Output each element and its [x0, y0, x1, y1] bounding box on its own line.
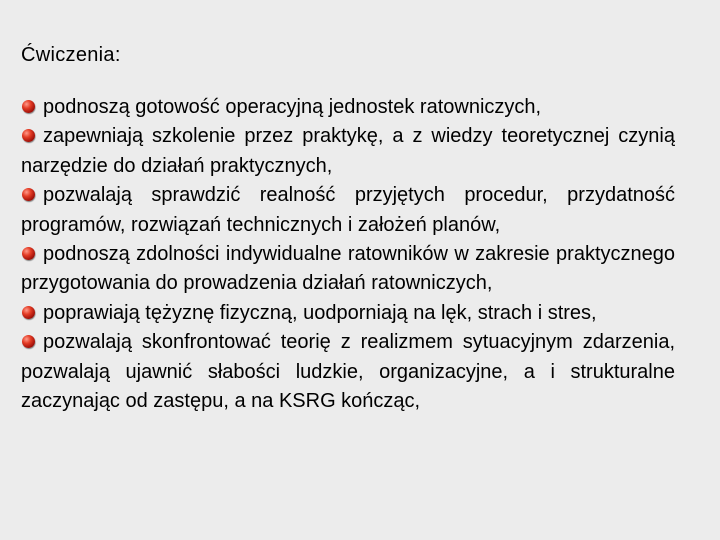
- list-item: [21, 240, 675, 299]
- list-item: [21, 299, 675, 328]
- bullet-icon: [22, 100, 35, 113]
- bullet-icon: [22, 129, 35, 142]
- bullet-icon: [22, 188, 35, 201]
- list-item: [21, 328, 675, 416]
- list-item-text: pozwalają skonfrontować teorię z realizmem sytuacyjnym zdarzenia, pozwalają ujawnić słabości ludzkie, organizacyjne, a i strukturalne zaczynając od zastępu, a na KSRG kończąc,: [21, 331, 675, 413]
- list-item-text: podnoszą zdolności indywidualne ratowników w zakresie praktycznego przygotowania do prowadzenia działań ratowniczych,: [21, 243, 675, 295]
- list-item-text: zapewniają szkolenie przez praktykę, a z wiedzy teoretycznej czynią narzędzie do działań praktycznych,: [21, 125, 675, 177]
- list-item: [21, 122, 675, 181]
- list-item: [21, 93, 675, 122]
- slide-title: Ćwiczenia:: [21, 44, 121, 66]
- list-item-text: podnoszą gotowość operacyjną jednostek ratowniczych,: [43, 96, 542, 118]
- bullet-icon: [22, 247, 35, 260]
- list-item: [21, 181, 675, 240]
- bullet-icon: [22, 335, 35, 348]
- list-item-text: pozwalają sprawdzić realność przyjętych procedur, przydatność programów, rozwiązań technicznych i założeń planów,: [21, 184, 675, 236]
- list-item-text: poprawiają tężyznę fizyczną, uodporniają na lęk, strach i stres,: [43, 301, 597, 324]
- bullet-icon: [22, 306, 35, 319]
- bullet-list: [21, 93, 675, 416]
